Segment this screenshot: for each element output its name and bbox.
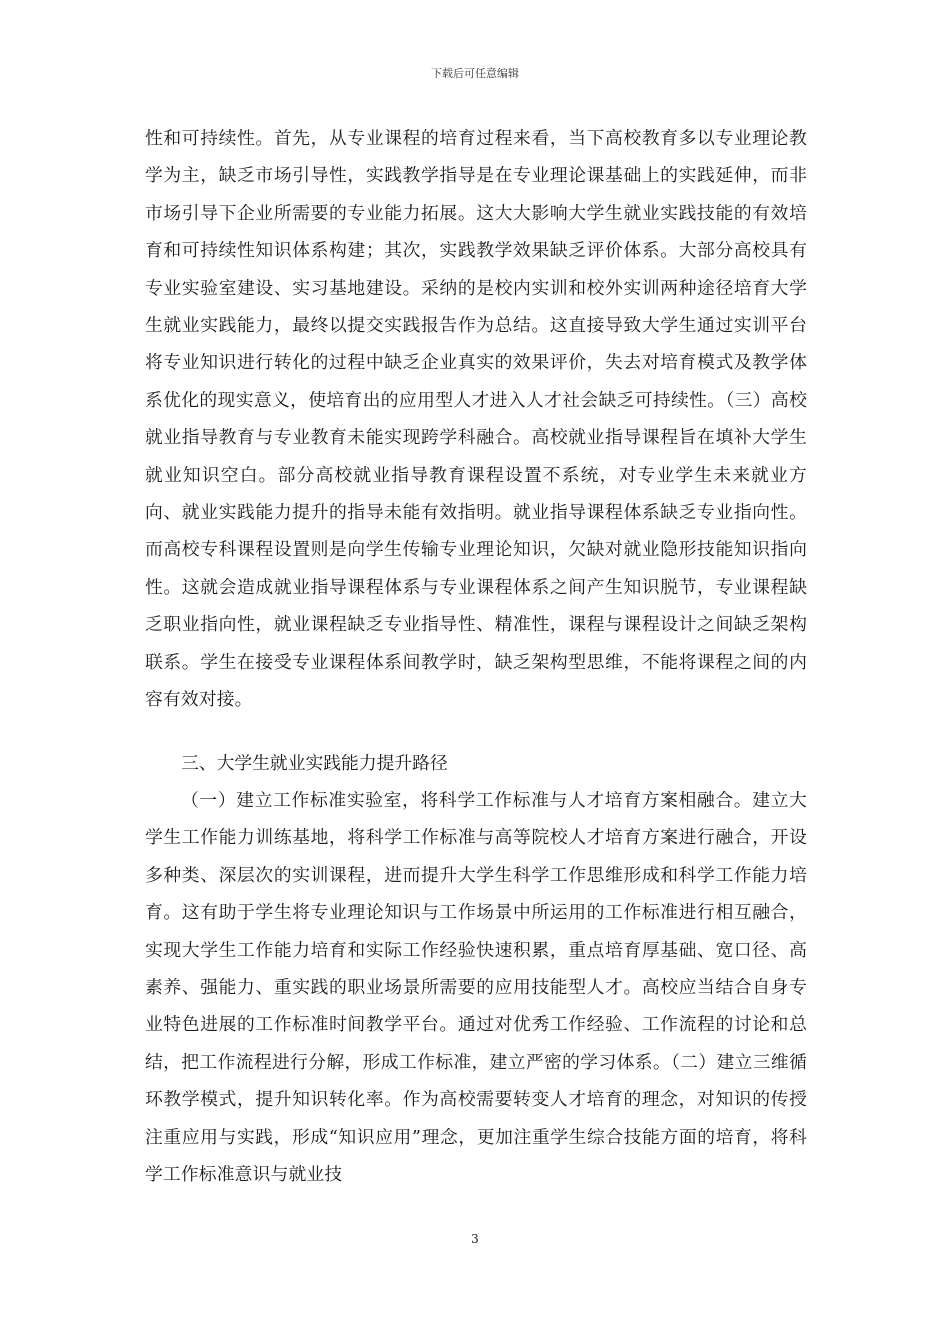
page-header: 下载后可任意编辑	[431, 67, 519, 80]
body-paragraph: （一）建立工作标准实验室，将科学工作标准与人才培育方案相融合。建立大学生工作能力训练基地，将科学工作标准与高等院校人才培育方案进行融合，开设多种类、深层次的实训课程，进而提升大学生科学工作思维形成和科学工作能力培育。这有助于学生将专业理论知识与工作场景中所运用的工作标准进行相互融合，实现大学生工作能力培育和实际工作经验快速积累，重点培育厚基础、宽口径、高素养、强能力、重实践的职业场景所需要的应用技能型人才。高校应当结合自身专业特色进展的工作标准时间教学平台。通过对优秀工作经验、工作流程的讨论和总结，把工作流程进行分解，形成工作标准，建立严密的学习体系。（二）建立三维循环教学模式，提升知识转化率。作为高校需要转变人才培育的理念，对知识的传授注重应用与实践，形成“知识应用”理念，更加注重学生综合技能方面的培育，将科学工作标准意识与就业技	[145, 789, 807, 1185]
document-body	[145, 120, 807, 1193]
page-number: 3	[471, 1232, 479, 1246]
section-heading: 三、大学生就业实践能力提升路径	[181, 752, 448, 774]
body-paragraph: 性和可持续性。首先，从专业课程的培育过程来看，当下高校教育多以专业理论教学为主，缺乏市场引导性，实践教学指导是在专业理论课基础上的实践延伸，而非市场引导下企业所需要的专业能力拓展。这大大影响大学生就业实践技能的有效培育和可持续性知识体系构建；其次，实践教学效果缺乏评价体系。大部分高校具有专业实验室建设、实习基地建设。采纳的是校内实训和校外实训两种途径培育大学生就业实践能力，最终以提交实践报告作为总结。这直接导致大学生通过实训平台将专业知识进行转化的过程中缺乏企业真实的效果评价，失去对培育模式及教学体系优化的现实意义，使培育出的应用型人才进入人才社会缺乏可持续性。（三）高校就业指导教育与专业教育未能实现跨学科融合。高校就业指导课程旨在填补大学生就业知识空白。部分高校就业指导教育课程设置不系统，对专业学生未来就业方向、就业实践能力提升的指导未能有效指明。就业指导课程体系缺乏专业指向性。而高校专科课程设置则是向学生传输专业理论知识，欠缺对就业隐形技能知识指向性。这就会造成就业指导课程体系与专业课程体系之间产生知识脱节，专业课程缺乏职业指向性，就业课程缺乏专业指导性、精准性，课程与课程设计之间缺乏架构联系。学生在接受专业课程体系间教学时，缺乏架构型思维，不能将课程之间的内容有效对接。	[145, 128, 807, 711]
